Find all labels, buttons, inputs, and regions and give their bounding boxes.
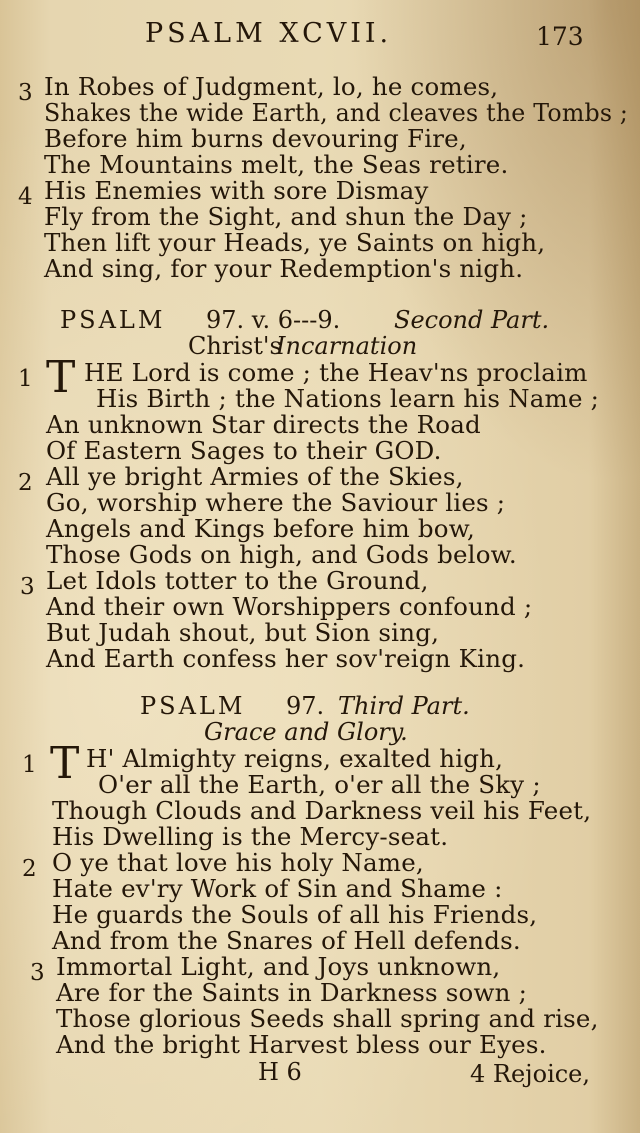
verse-line: Of Eastern Sages to their GOD. bbox=[46, 436, 442, 465]
verse-line: HE Lord is come ; the Heav'ns proclaim bbox=[84, 358, 588, 387]
verse-line: His Birth ; the Nations learn his Name ; bbox=[96, 384, 600, 413]
stanza-number: 1 bbox=[22, 752, 37, 778]
drop-cap: T bbox=[46, 352, 76, 403]
verse-line: O ye that love his holy Name, bbox=[52, 848, 424, 877]
verse-line: The Mountains melt, the Seas retire. bbox=[44, 150, 509, 179]
verse-line: His Dwelling is the Mercy-seat. bbox=[52, 822, 449, 851]
psalm-subtitle-italic: Incarnation bbox=[276, 332, 418, 360]
verse-line: His Enemies with sore Dismay bbox=[44, 176, 429, 205]
verse-line: H' Almighty reigns, exalted high, bbox=[86, 744, 504, 773]
verse-line: Those Gods on high, and Gods below. bbox=[46, 540, 517, 569]
verse-line: Those glorious Seeds shall spring and rise, bbox=[56, 1004, 599, 1033]
drop-cap: T bbox=[50, 738, 80, 789]
psalm-heading-reference: 97. v. 6---9. bbox=[206, 306, 341, 334]
verse-line: Then lift your Heads, ye Saints on high, bbox=[44, 228, 546, 257]
psalm-heading-reference: 97. bbox=[286, 692, 325, 720]
verse-line: Immortal Light, and Joys unknown, bbox=[56, 952, 501, 981]
stanza-number: 3 bbox=[30, 960, 45, 986]
verse-line: Shakes the wide Earth, and cleaves the Tombs ; bbox=[44, 98, 629, 127]
psalm-heading-part: Second Part. bbox=[394, 306, 550, 334]
verse-line: Before him burns devouring Fire, bbox=[44, 124, 467, 153]
verse-line: Hate ev'ry Work of Sin and Shame : bbox=[52, 874, 503, 903]
verse-line: And from the Snares of Hell defends. bbox=[52, 926, 521, 955]
verse-line: Though Clouds and Darkness veil his Feet, bbox=[52, 796, 592, 825]
page-number: 173 bbox=[536, 22, 584, 51]
stanza-number: 3 bbox=[20, 574, 35, 600]
psalm-heading-part: Third Part. bbox=[338, 692, 470, 720]
verse-line: Go, worship where the Saviour lies ; bbox=[46, 488, 506, 517]
psalm-subtitle: Grace and Glory. bbox=[204, 718, 408, 746]
verse-line: Fly from the Sight, and shun the Day ; bbox=[44, 202, 528, 231]
verse-line: Are for the Saints in Darkness sown ; bbox=[56, 978, 528, 1007]
verse-line: And Earth confess her sov'reign King. bbox=[46, 644, 526, 673]
verse-line: Angels and Kings before him bow, bbox=[46, 514, 475, 543]
psalm-heading-label: PSALM bbox=[140, 692, 246, 720]
stanza-number: 1 bbox=[18, 366, 33, 392]
running-title: PSALM XCVII. bbox=[145, 18, 393, 49]
psalm-heading-label: PSALM bbox=[60, 306, 166, 334]
verse-line: O'er all the Earth, o'er all the Sky ; bbox=[98, 770, 541, 799]
verse-line: He guards the Souls of all his Friends, bbox=[52, 900, 538, 929]
verse-line: In Robes of Judgment, lo, he comes, bbox=[44, 72, 499, 101]
verse-line: And their own Worshippers confound ; bbox=[46, 592, 533, 621]
psalm-subtitle-roman: Christ's bbox=[188, 332, 282, 360]
catchword: 4 Rejoice, bbox=[470, 1060, 591, 1088]
verse-line: Let Idols totter to the Ground, bbox=[46, 566, 429, 595]
stanza-number: 2 bbox=[22, 856, 37, 882]
stanza-number: 4 bbox=[18, 184, 33, 210]
verse-line: But Judah shout, but Sion sing, bbox=[46, 618, 440, 647]
verse-line: An unknown Star directs the Road bbox=[46, 410, 481, 439]
verse-line: And sing, for your Redemption's nigh. bbox=[44, 254, 524, 283]
verse-line: And the bright Harvest bless our Eyes. bbox=[56, 1030, 547, 1059]
stanza-number: 3 bbox=[18, 80, 33, 106]
verse-line: All ye bright Armies of the Skies, bbox=[46, 462, 464, 491]
stanza-number: 2 bbox=[18, 470, 33, 496]
signature-mark: H 6 bbox=[258, 1058, 302, 1086]
